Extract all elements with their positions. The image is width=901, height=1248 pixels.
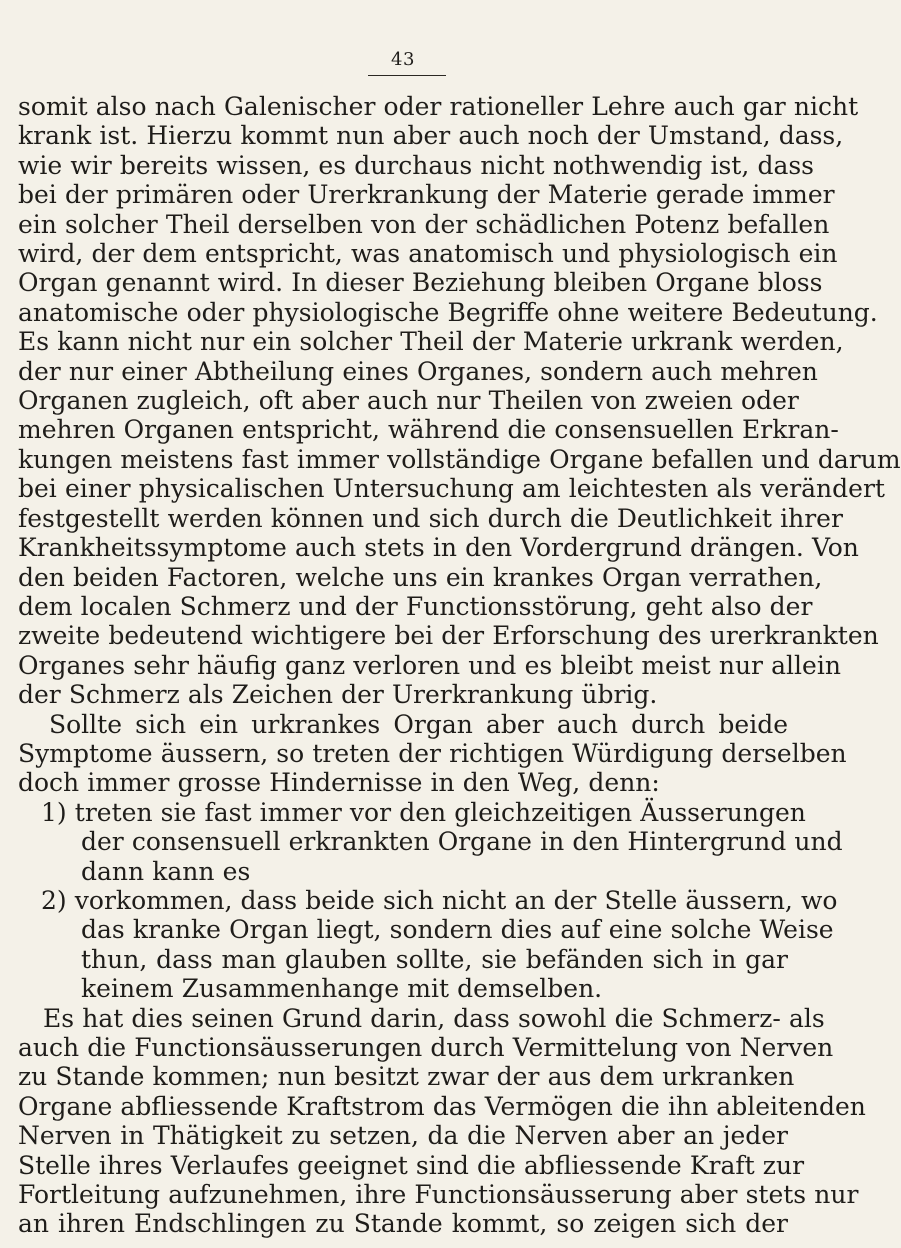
- text-line: krank ist. Hierzu kommt nun aber auch noch der Umstand, dass,: [18, 121, 844, 151]
- text-line: Fortleitung aufzunehmen, ihre Functionsäusserung aber stets nur: [18, 1180, 859, 1210]
- text-line: ein solcher Theil derselben von der schädlichen Potenz befallen: [18, 209, 830, 239]
- text-line: Organ genannt wird. In dieser Beziehung bleiben Organe bloss: [18, 268, 823, 298]
- text-line: an ihren Endschlingen zu Stande kommt, so zeigen sich der: [18, 1209, 788, 1239]
- text-line: Es kann nicht nur ein solcher Theil der Materie urkrank werden,: [18, 327, 844, 357]
- list-item-continuation: keinem Zusammenhange mit demselben.: [81, 974, 603, 1004]
- text-line: Krankheitssymptome auch stets in den Vordergrund drängen. Von: [18, 533, 859, 563]
- text-line: somit also nach Galenischer oder rationeller Lehre auch gar nicht: [18, 92, 859, 121]
- list-item-2: 2) vorkommen, dass beide sich nicht an der Stelle äussern, wo: [41, 885, 838, 915]
- text-line: anatomische oder physiologische Begriffe ohne weitere Bedeutung.: [18, 297, 878, 327]
- list-item-continuation: thun, dass man glauben sollte, sie befänden sich in gar: [81, 944, 788, 974]
- text-line: bei der primären oder Urerkrankung der Materie gerade immer: [18, 180, 835, 210]
- text-line: der Schmerz als Zeichen der Urerkrankung übrig.: [18, 680, 658, 710]
- text-line: Symptome äussern, so treten der richtigen Würdigung derselben: [18, 738, 847, 768]
- text-line: Stelle ihres Verlaufes geeignet sind die abfliessende Kraft zur: [18, 1150, 805, 1180]
- page-number-rule: [368, 75, 446, 76]
- text-line: wird, der dem entspricht, was anatomisch und physiologisch ein: [18, 239, 838, 269]
- paragraph-line: Sollte sich ein urkrankes Organ aber auch durch beide: [49, 709, 788, 739]
- text-line: festgestellt werden können und sich durch die Deutlichkeit ihrer: [18, 503, 843, 533]
- text-line: wie wir bereits wissen, es durchaus nicht nothwendig ist, dass: [18, 150, 815, 180]
- paragraph-line: Es hat dies seinen Grund darin, dass sowohl die Schmerz- als: [43, 1003, 825, 1033]
- text-line: der nur einer Abtheilung eines Organes, sondern auch mehren: [18, 356, 818, 386]
- list-item-continuation: das kranke Organ liegt, sondern dies auf eine solche Weise: [81, 915, 834, 945]
- list-item-continuation: dann kann es: [81, 856, 251, 886]
- text-line: zweite bedeutend wichtigere bei der Erforschung des urerkrankten: [18, 621, 879, 651]
- text-line: Organen zugleich, oft aber auch nur Theilen von zweien oder: [18, 386, 799, 416]
- list-item-1: 1) treten sie fast immer vor den gleichzeitigen Äusserungen: [41, 797, 806, 827]
- text-line: zu Stande kommen; nun besitzt zwar der aus dem urkranken: [18, 1062, 795, 1092]
- text-line: den beiden Factoren, welche uns ein krankes Organ verrathen,: [18, 562, 823, 592]
- text-line: bei einer physicalischen Untersuchung am leichtesten als verändert: [18, 474, 885, 504]
- text-line: mehren Organen entspricht, während die consensuellen Erkran-: [18, 415, 839, 445]
- list-item-continuation: der consensuell erkrankten Organe in den Hintergrund und: [81, 827, 843, 857]
- page-number: 43: [391, 49, 415, 70]
- text-line: kungen meistens fast immer vollständige Organe befallen und darum: [18, 444, 901, 474]
- text-line: auch die Functionsäusserungen durch Vermittelung von Nerven: [18, 1033, 834, 1062]
- text-line: dem localen Schmerz und der Functionsstörung, geht also der: [18, 591, 813, 621]
- text-line: Nerven in Thätigkeit zu setzen, da die Nerven aber an jeder: [18, 1121, 788, 1151]
- body-text: [18, 92, 901, 1239]
- text-line: doch immer grosse Hindernisse in den Weg, denn:: [18, 768, 660, 798]
- text-line: Organes sehr häufig ganz verloren und es bleibt meist nur allein: [18, 650, 841, 680]
- text-line: Organe abfliessende Kraftstrom das Vermögen die ihn ableitenden: [18, 1091, 866, 1121]
